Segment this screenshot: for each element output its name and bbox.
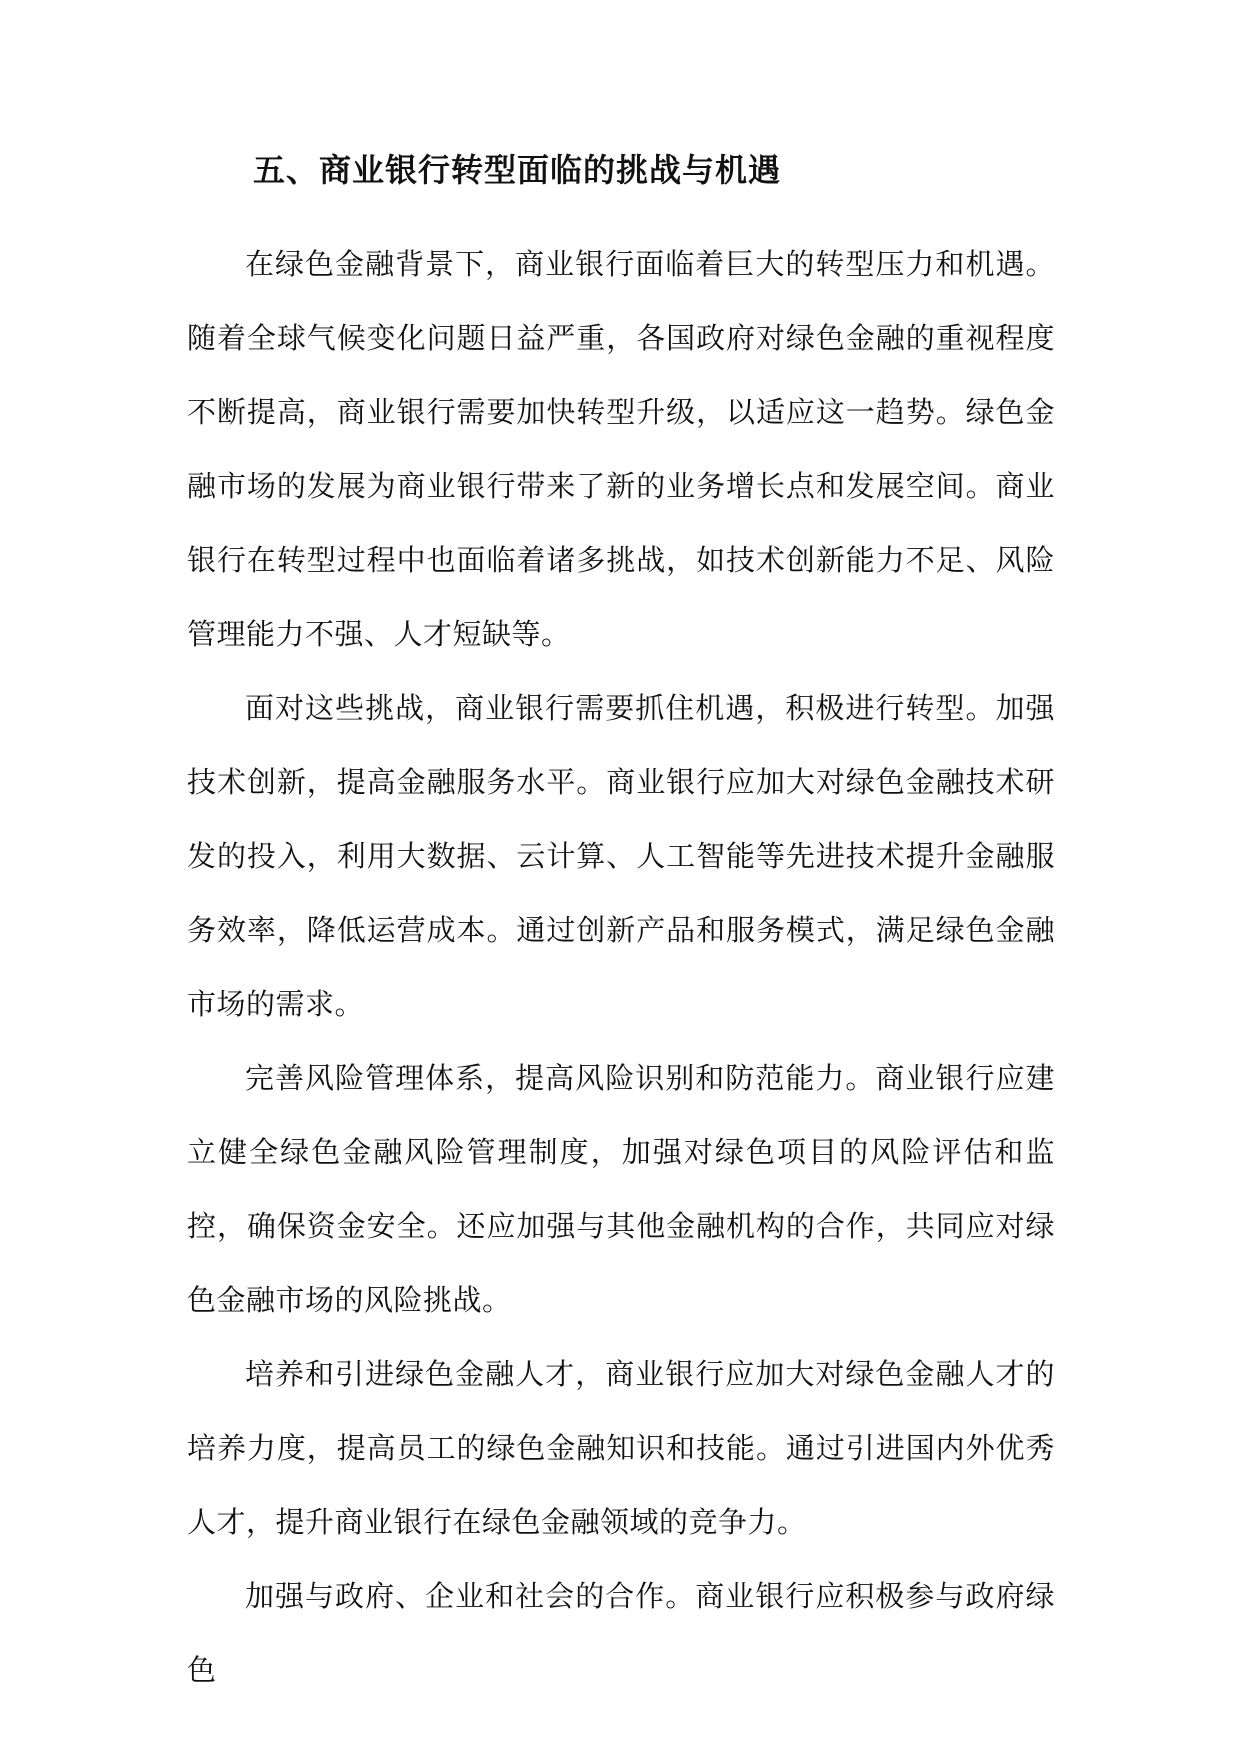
paragraph: 面对这些挑战，商业银行需要抓住机遇，积极进行转型。加强技术创新，提高金融服务水平。商业银行应加大对绿色金融技术研发的投入，利用大数据、云计算、人工智能等先进技术提升金融服务效率，降低运营成本。通过创新产品和服务模式，满足绿色金融市场的需求。 [187, 691, 1055, 1021]
paragraph: 培养和引进绿色金融人才，商业银行应加大对绿色金融人才的培养力度，提高员工的绿色金融知识和技能。通过引进国内外优秀人才，提升商业银行在绿色金融领域的竞争力。 [187, 1357, 1055, 1539]
paragraph: 加强与政府、企业和社会的合作。商业银行应积极参与政府绿色 [187, 1579, 1055, 1687]
paragraph: 在绿色金融背景下，商业银行面临着巨大的转型压力和机遇。随着全球气候变化问题日益严重，各国政府对绿色金融的重视程度不断提高，商业银行需要加快转型升级，以适应这一趋势。绿色金融市场的发展为商业银行带来了新的业务增长点和发展空间。商业银行在转型过程中也面临着诸多挑战，如技术创新能力不足、风险管理能力不强、人才短缺等。 [187, 247, 1055, 651]
section-heading: 五、商业银行转型面临的挑战与机遇 [253, 151, 782, 189]
body-text [187, 227, 1055, 1707]
paragraph: 完善风险管理体系，提高风险识别和防范能力。商业银行应建立健全绿色金融风险管理制度，加强对绿色项目的风险评估和监控，确保资金安全。还应加强与其他金融机构的合作，共同应对绿色金融市场的风险挑战。 [187, 1061, 1055, 1317]
